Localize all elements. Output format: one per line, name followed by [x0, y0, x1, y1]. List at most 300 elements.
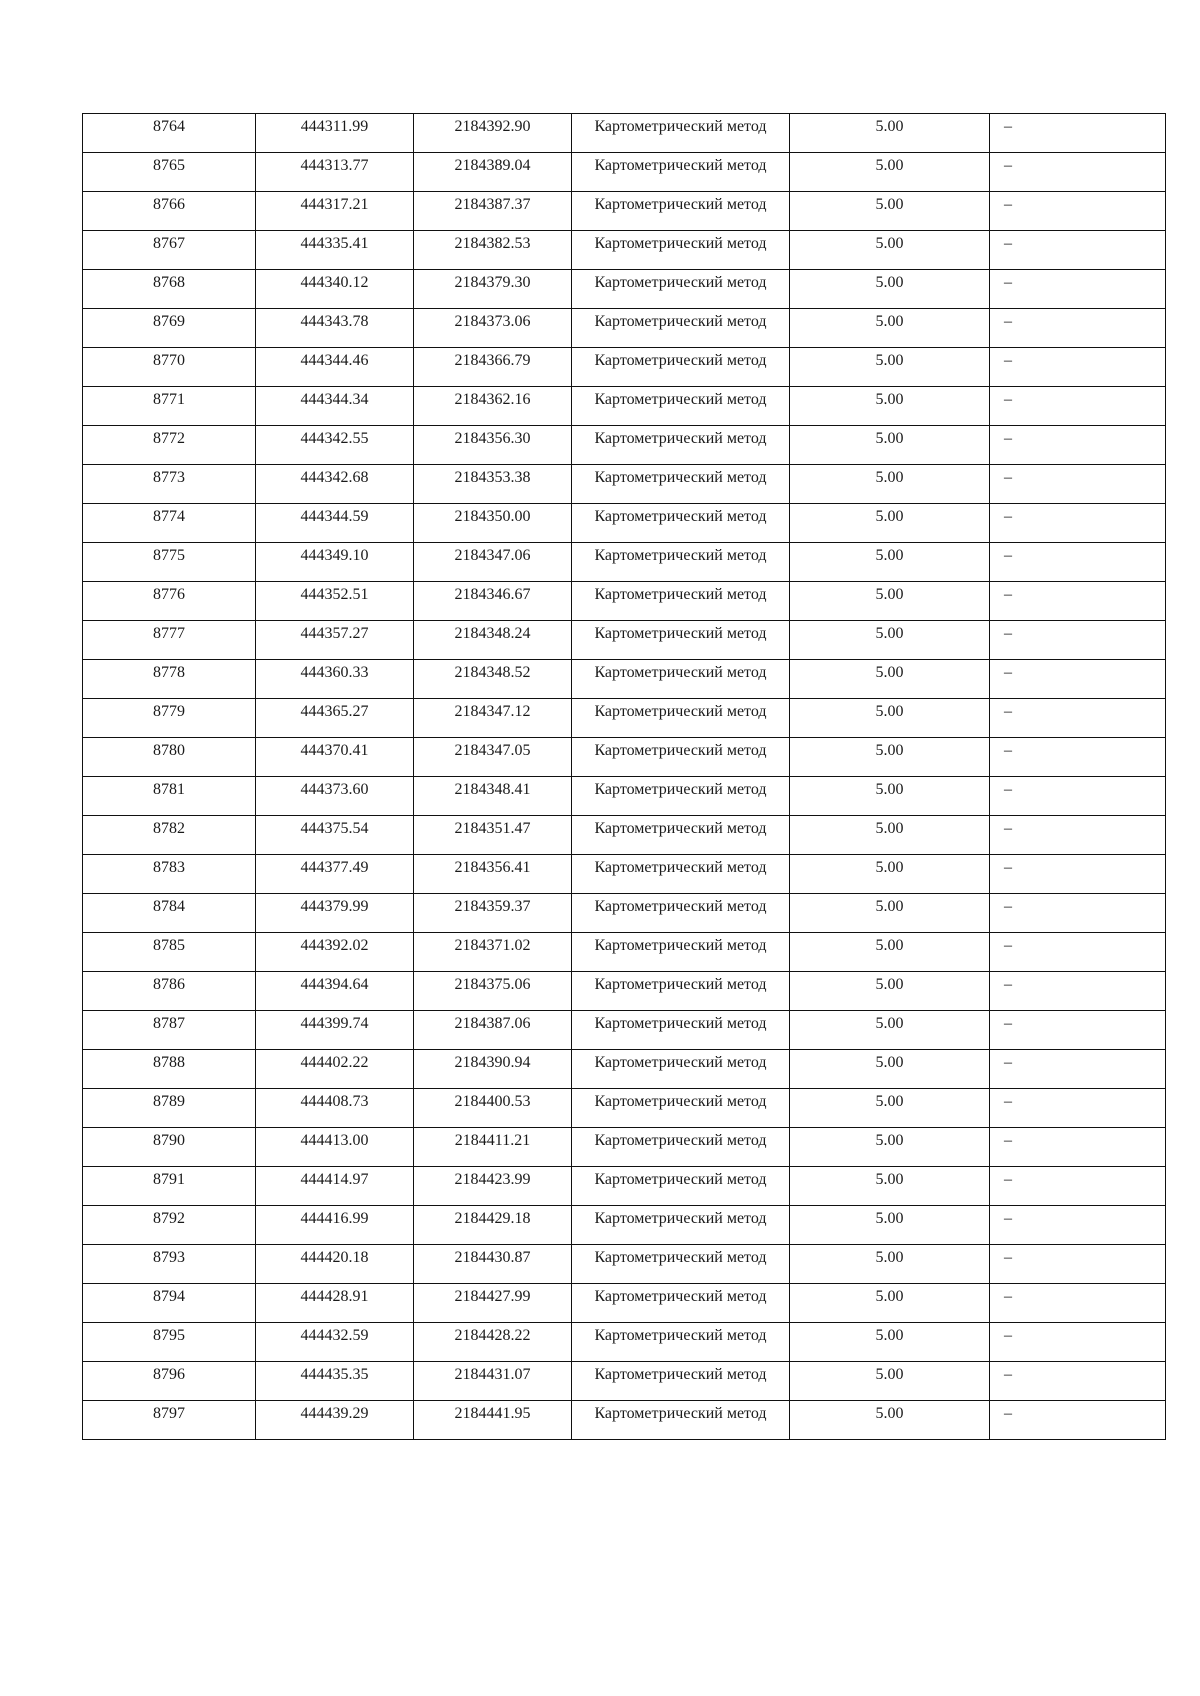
- x-coordinate-cell: [256, 1089, 414, 1128]
- y-coordinate-cell: [414, 543, 572, 582]
- accuracy-cell: [790, 582, 990, 621]
- point-number-cell: [83, 972, 256, 1011]
- y-coordinate-cell: [414, 699, 572, 738]
- x-coordinate-cell-text: 444428.91: [300, 1288, 369, 1305]
- point-number-cell-text: 8771: [153, 391, 185, 408]
- point-number-cell-text: 8778: [153, 664, 185, 681]
- x-coordinate-cell-text: 444360.33: [300, 664, 369, 681]
- point-number-cell-text: 8779: [153, 703, 185, 720]
- y-coordinate-cell-text: 2184375.06: [454, 976, 531, 993]
- y-coordinate-cell-text: 2184411.21: [454, 1132, 531, 1149]
- x-coordinate-cell-text: 444340.12: [300, 274, 369, 291]
- table-row: [83, 1245, 1166, 1284]
- x-coordinate-cell: [256, 1206, 414, 1245]
- accuracy-cell-text: 5.00: [875, 508, 904, 525]
- table-row: [83, 1401, 1166, 1440]
- table-row: [83, 114, 1166, 153]
- note-cell: [990, 1401, 1166, 1440]
- note-cell-text: –: [1004, 157, 1012, 174]
- note-cell-text: –: [1004, 586, 1012, 603]
- x-coordinate-cell-text: 444392.02: [300, 937, 369, 954]
- accuracy-cell-text: 5.00: [875, 547, 904, 564]
- point-number-cell-text: 8784: [153, 898, 185, 915]
- accuracy-cell-text: 5.00: [875, 1171, 904, 1188]
- accuracy-cell-text: 5.00: [875, 274, 904, 291]
- note-cell-text: –: [1004, 976, 1012, 993]
- x-coordinate-cell-text: 444435.35: [300, 1366, 369, 1383]
- note-cell: [990, 1323, 1166, 1362]
- method-cell-text: Картометрический метод: [594, 1405, 767, 1422]
- accuracy-cell-text: 5.00: [875, 898, 904, 915]
- method-cell: [572, 1050, 790, 1089]
- y-coordinate-cell-text: 2184423.99: [454, 1171, 531, 1188]
- accuracy-cell: [790, 855, 990, 894]
- note-cell: [990, 543, 1166, 582]
- y-coordinate-cell: [414, 1050, 572, 1089]
- point-number-cell: [83, 426, 256, 465]
- accuracy-cell-text: 5.00: [875, 586, 904, 603]
- x-coordinate-cell-text: 444394.64: [300, 976, 369, 993]
- table-row: [83, 1323, 1166, 1362]
- accuracy-cell: [790, 1011, 990, 1050]
- accuracy-cell-text: 5.00: [875, 664, 904, 681]
- note-cell-text: –: [1004, 1093, 1012, 1110]
- method-cell: [572, 114, 790, 153]
- point-number-cell-text: 8772: [153, 430, 185, 447]
- accuracy-cell: [790, 894, 990, 933]
- y-coordinate-cell: [414, 1089, 572, 1128]
- y-coordinate-cell: [414, 387, 572, 426]
- note-cell-text: –: [1004, 1132, 1012, 1149]
- table-row: [83, 543, 1166, 582]
- method-cell: [572, 660, 790, 699]
- method-cell-text: Картометрический метод: [594, 313, 767, 330]
- method-cell-text: Картометрический метод: [594, 157, 767, 174]
- y-coordinate-cell: [414, 933, 572, 972]
- note-cell-text: –: [1004, 391, 1012, 408]
- method-cell: [572, 348, 790, 387]
- coordinates-table-body: [83, 114, 1166, 1440]
- note-cell-text: –: [1004, 1171, 1012, 1188]
- method-cell-text: Картометрический метод: [594, 352, 767, 369]
- y-coordinate-cell: [414, 1206, 572, 1245]
- y-coordinate-cell-text: 2184348.41: [454, 781, 531, 798]
- point-number-cell: [83, 114, 256, 153]
- accuracy-cell: [790, 777, 990, 816]
- method-cell-text: Картометрический метод: [594, 1366, 767, 1383]
- point-number-cell-text: 8770: [153, 352, 185, 369]
- table-row: [83, 1089, 1166, 1128]
- note-cell: [990, 153, 1166, 192]
- x-coordinate-cell-text: 444399.74: [300, 1015, 369, 1032]
- x-coordinate-cell: [256, 933, 414, 972]
- method-cell-text: Картометрический метод: [594, 1249, 767, 1266]
- method-cell: [572, 855, 790, 894]
- y-coordinate-cell: [414, 192, 572, 231]
- x-coordinate-cell: [256, 699, 414, 738]
- x-coordinate-cell: [256, 1011, 414, 1050]
- point-number-cell: [83, 1050, 256, 1089]
- x-coordinate-cell-text: 444343.78: [300, 313, 369, 330]
- y-coordinate-cell: [414, 231, 572, 270]
- point-number-cell: [83, 1206, 256, 1245]
- table-row: [83, 231, 1166, 270]
- point-number-cell-text: 8776: [153, 586, 185, 603]
- note-cell-text: –: [1004, 1210, 1012, 1227]
- x-coordinate-cell: [256, 426, 414, 465]
- accuracy-cell: [790, 1245, 990, 1284]
- accuracy-cell-text: 5.00: [875, 118, 904, 135]
- point-number-cell: [83, 1128, 256, 1167]
- x-coordinate-cell: [256, 621, 414, 660]
- y-coordinate-cell-text: 2184347.05: [454, 742, 531, 759]
- accuracy-cell-text: 5.00: [875, 430, 904, 447]
- table-row: [83, 1362, 1166, 1401]
- x-coordinate-cell-text: 444379.99: [300, 898, 369, 915]
- x-coordinate-cell-text: 444342.55: [300, 430, 369, 447]
- method-cell: [572, 1206, 790, 1245]
- note-cell: [990, 621, 1166, 660]
- point-number-cell-text: 8787: [153, 1015, 185, 1032]
- y-coordinate-cell-text: 2184371.02: [454, 937, 531, 954]
- point-number-cell: [83, 1323, 256, 1362]
- note-cell-text: –: [1004, 274, 1012, 291]
- point-number-cell-text: 8773: [153, 469, 185, 486]
- accuracy-cell: [790, 738, 990, 777]
- x-coordinate-cell-text: 444420.18: [300, 1249, 369, 1266]
- point-number-cell-text: 8765: [153, 157, 185, 174]
- point-number-cell-text: 8781: [153, 781, 185, 798]
- table-row: [83, 621, 1166, 660]
- note-cell: [990, 738, 1166, 777]
- table-row: [83, 738, 1166, 777]
- table-row: [83, 1206, 1166, 1245]
- note-cell-text: –: [1004, 1015, 1012, 1032]
- x-coordinate-cell: [256, 1323, 414, 1362]
- x-coordinate-cell: [256, 1167, 414, 1206]
- method-cell: [572, 504, 790, 543]
- point-number-cell-text: 8782: [153, 820, 185, 837]
- method-cell-text: Картометрический метод: [594, 625, 767, 642]
- x-coordinate-cell: [256, 153, 414, 192]
- x-coordinate-cell-text: 444370.41: [300, 742, 369, 759]
- method-cell: [572, 387, 790, 426]
- point-number-cell-text: 8780: [153, 742, 185, 759]
- accuracy-cell: [790, 153, 990, 192]
- point-number-cell-text: 8785: [153, 937, 185, 954]
- method-cell-text: Картометрический метод: [594, 781, 767, 798]
- method-cell: [572, 1401, 790, 1440]
- x-coordinate-cell-text: 444357.27: [300, 625, 369, 642]
- y-coordinate-cell-text: 2184373.06: [454, 313, 531, 330]
- method-cell: [572, 621, 790, 660]
- method-cell: [572, 699, 790, 738]
- method-cell-text: Картометрический метод: [594, 430, 767, 447]
- method-cell: [572, 582, 790, 621]
- point-number-cell: [83, 348, 256, 387]
- point-number-cell: [83, 465, 256, 504]
- note-cell-text: –: [1004, 937, 1012, 954]
- x-coordinate-cell: [256, 387, 414, 426]
- point-number-cell: [83, 738, 256, 777]
- accuracy-cell-text: 5.00: [875, 742, 904, 759]
- table-row: [83, 1050, 1166, 1089]
- y-coordinate-cell-text: 2184356.41: [454, 859, 531, 876]
- x-coordinate-cell-text: 444439.29: [300, 1405, 369, 1422]
- point-number-cell-text: 8796: [153, 1366, 185, 1383]
- method-cell: [572, 1167, 790, 1206]
- x-coordinate-cell: [256, 1284, 414, 1323]
- x-coordinate-cell: [256, 1050, 414, 1089]
- x-coordinate-cell: [256, 738, 414, 777]
- table-row: [83, 504, 1166, 543]
- point-number-cell-text: 8788: [153, 1054, 185, 1071]
- point-number-cell: [83, 1089, 256, 1128]
- accuracy-cell-text: 5.00: [875, 313, 904, 330]
- method-cell-text: Картометрический метод: [594, 1210, 767, 1227]
- accuracy-cell-text: 5.00: [875, 1405, 904, 1422]
- method-cell-text: Картометрический метод: [594, 118, 767, 135]
- method-cell-text: Картометрический метод: [594, 1015, 767, 1032]
- point-number-cell: [83, 309, 256, 348]
- accuracy-cell-text: 5.00: [875, 1366, 904, 1383]
- accuracy-cell: [790, 660, 990, 699]
- table-row: [83, 972, 1166, 1011]
- point-number-cell: [83, 387, 256, 426]
- table-row: [83, 660, 1166, 699]
- x-coordinate-cell-text: 444414.97: [300, 1171, 369, 1188]
- y-coordinate-cell: [414, 1362, 572, 1401]
- method-cell: [572, 270, 790, 309]
- method-cell-text: Картометрический метод: [594, 508, 767, 525]
- y-coordinate-cell: [414, 816, 572, 855]
- method-cell: [572, 1245, 790, 1284]
- accuracy-cell-text: 5.00: [875, 196, 904, 213]
- point-number-cell-text: 8795: [153, 1327, 185, 1344]
- note-cell: [990, 270, 1166, 309]
- accuracy-cell-text: 5.00: [875, 820, 904, 837]
- table-row: [83, 816, 1166, 855]
- point-number-cell: [83, 816, 256, 855]
- method-cell: [572, 816, 790, 855]
- method-cell: [572, 153, 790, 192]
- accuracy-cell: [790, 387, 990, 426]
- x-coordinate-cell-text: 444335.41: [300, 235, 369, 252]
- x-coordinate-cell-text: 444365.27: [300, 703, 369, 720]
- point-number-cell: [83, 1011, 256, 1050]
- note-cell: [990, 933, 1166, 972]
- y-coordinate-cell-text: 2184392.90: [454, 118, 531, 135]
- y-coordinate-cell: [414, 1401, 572, 1440]
- accuracy-cell: [790, 270, 990, 309]
- y-coordinate-cell: [414, 270, 572, 309]
- y-coordinate-cell-text: 2184428.22: [454, 1327, 531, 1344]
- accuracy-cell: [790, 1206, 990, 1245]
- accuracy-cell-text: 5.00: [875, 1132, 904, 1149]
- point-number-cell-text: 8791: [153, 1171, 185, 1188]
- accuracy-cell: [790, 309, 990, 348]
- method-cell-text: Картометрический метод: [594, 1132, 767, 1149]
- method-cell-text: Картометрический метод: [594, 859, 767, 876]
- x-coordinate-cell: [256, 270, 414, 309]
- coordinates-table: [82, 113, 1166, 1440]
- y-coordinate-cell: [414, 504, 572, 543]
- y-coordinate-cell-text: 2184347.12: [454, 703, 531, 720]
- point-number-cell: [83, 621, 256, 660]
- accuracy-cell-text: 5.00: [875, 235, 904, 252]
- point-number-cell: [83, 660, 256, 699]
- note-cell-text: –: [1004, 196, 1012, 213]
- method-cell-text: Картометрический метод: [594, 586, 767, 603]
- table-row: [83, 309, 1166, 348]
- method-cell-text: Картометрический метод: [594, 742, 767, 759]
- point-number-cell: [83, 894, 256, 933]
- method-cell: [572, 933, 790, 972]
- method-cell-text: Картометрический метод: [594, 1054, 767, 1071]
- note-cell-text: –: [1004, 781, 1012, 798]
- y-coordinate-cell-text: 2184382.53: [454, 235, 531, 252]
- point-number-cell: [83, 192, 256, 231]
- note-cell-text: –: [1004, 235, 1012, 252]
- point-number-cell-text: 8769: [153, 313, 185, 330]
- point-number-cell-text: 8793: [153, 1249, 185, 1266]
- note-cell-text: –: [1004, 1366, 1012, 1383]
- method-cell: [572, 231, 790, 270]
- y-coordinate-cell-text: 2184431.07: [454, 1366, 531, 1383]
- accuracy-cell: [790, 1128, 990, 1167]
- note-cell-text: –: [1004, 1327, 1012, 1344]
- method-cell-text: Картометрический метод: [594, 976, 767, 993]
- y-coordinate-cell-text: 2184427.99: [454, 1288, 531, 1305]
- point-number-cell: [83, 933, 256, 972]
- note-cell: [990, 816, 1166, 855]
- x-coordinate-cell-text: 444349.10: [300, 547, 369, 564]
- accuracy-cell: [790, 348, 990, 387]
- x-coordinate-cell: [256, 348, 414, 387]
- y-coordinate-cell: [414, 1284, 572, 1323]
- method-cell-text: Картометрический метод: [594, 664, 767, 681]
- y-coordinate-cell: [414, 153, 572, 192]
- method-cell: [572, 1089, 790, 1128]
- y-coordinate-cell: [414, 1245, 572, 1284]
- x-coordinate-cell: [256, 192, 414, 231]
- point-number-cell-text: 8789: [153, 1093, 185, 1110]
- accuracy-cell-text: 5.00: [875, 1015, 904, 1032]
- point-number-cell-text: 8797: [153, 1405, 185, 1422]
- note-cell-text: –: [1004, 859, 1012, 876]
- accuracy-cell-text: 5.00: [875, 157, 904, 174]
- point-number-cell: [83, 1362, 256, 1401]
- x-coordinate-cell: [256, 1128, 414, 1167]
- y-coordinate-cell: [414, 465, 572, 504]
- table-row: [83, 855, 1166, 894]
- x-coordinate-cell-text: 444342.68: [300, 469, 369, 486]
- accuracy-cell: [790, 1284, 990, 1323]
- accuracy-cell-text: 5.00: [875, 781, 904, 798]
- point-number-cell: [83, 777, 256, 816]
- y-coordinate-cell: [414, 1128, 572, 1167]
- point-number-cell: [83, 153, 256, 192]
- y-coordinate-cell: [414, 738, 572, 777]
- point-number-cell: [83, 1167, 256, 1206]
- note-cell-text: –: [1004, 547, 1012, 564]
- table-row: [83, 387, 1166, 426]
- y-coordinate-cell-text: 2184366.79: [454, 352, 531, 369]
- accuracy-cell-text: 5.00: [875, 1249, 904, 1266]
- method-cell: [572, 1011, 790, 1050]
- x-coordinate-cell-text: 444373.60: [300, 781, 369, 798]
- accuracy-cell-text: 5.00: [875, 1093, 904, 1110]
- point-number-cell-text: 8792: [153, 1210, 185, 1227]
- x-coordinate-cell: [256, 1401, 414, 1440]
- note-cell-text: –: [1004, 742, 1012, 759]
- note-cell: [990, 894, 1166, 933]
- point-number-cell-text: 8774: [153, 508, 185, 525]
- point-number-cell-text: 8775: [153, 547, 185, 564]
- point-number-cell: [83, 504, 256, 543]
- point-number-cell: [83, 231, 256, 270]
- x-coordinate-cell: [256, 1362, 414, 1401]
- x-coordinate-cell: [256, 855, 414, 894]
- y-coordinate-cell: [414, 621, 572, 660]
- x-coordinate-cell: [256, 816, 414, 855]
- note-cell: [990, 1245, 1166, 1284]
- accuracy-cell-text: 5.00: [875, 859, 904, 876]
- x-coordinate-cell: [256, 309, 414, 348]
- table-row: [83, 348, 1166, 387]
- note-cell: [990, 114, 1166, 153]
- x-coordinate-cell: [256, 777, 414, 816]
- note-cell: [990, 1128, 1166, 1167]
- point-number-cell-text: 8790: [153, 1132, 185, 1149]
- method-cell-text: Картометрический метод: [594, 1288, 767, 1305]
- note-cell: [990, 231, 1166, 270]
- y-coordinate-cell-text: 2184430.87: [454, 1249, 531, 1266]
- note-cell-text: –: [1004, 898, 1012, 915]
- note-cell-text: –: [1004, 508, 1012, 525]
- table-row: [83, 777, 1166, 816]
- accuracy-cell: [790, 114, 990, 153]
- note-cell-text: –: [1004, 1054, 1012, 1071]
- note-cell: [990, 387, 1166, 426]
- y-coordinate-cell-text: 2184356.30: [454, 430, 531, 447]
- note-cell-text: –: [1004, 430, 1012, 447]
- y-coordinate-cell-text: 2184350.00: [454, 508, 531, 525]
- method-cell-text: Картометрический метод: [594, 1093, 767, 1110]
- table-row: [83, 192, 1166, 231]
- method-cell-text: Картометрический метод: [594, 235, 767, 252]
- accuracy-cell-text: 5.00: [875, 391, 904, 408]
- method-cell-text: Картометрический метод: [594, 1327, 767, 1344]
- x-coordinate-cell-text: 444402.22: [300, 1054, 369, 1071]
- method-cell-text: Картометрический метод: [594, 898, 767, 915]
- point-number-cell-text: 8783: [153, 859, 185, 876]
- y-coordinate-cell: [414, 426, 572, 465]
- method-cell: [572, 1284, 790, 1323]
- accuracy-cell-text: 5.00: [875, 976, 904, 993]
- x-coordinate-cell: [256, 114, 414, 153]
- point-number-cell: [83, 1401, 256, 1440]
- accuracy-cell-text: 5.00: [875, 1210, 904, 1227]
- accuracy-cell-text: 5.00: [875, 625, 904, 642]
- y-coordinate-cell: [414, 114, 572, 153]
- y-coordinate-cell: [414, 1011, 572, 1050]
- y-coordinate-cell-text: 2184362.16: [454, 391, 531, 408]
- x-coordinate-cell-text: 444408.73: [300, 1093, 369, 1110]
- accuracy-cell: [790, 1401, 990, 1440]
- accuracy-cell: [790, 933, 990, 972]
- note-cell-text: –: [1004, 820, 1012, 837]
